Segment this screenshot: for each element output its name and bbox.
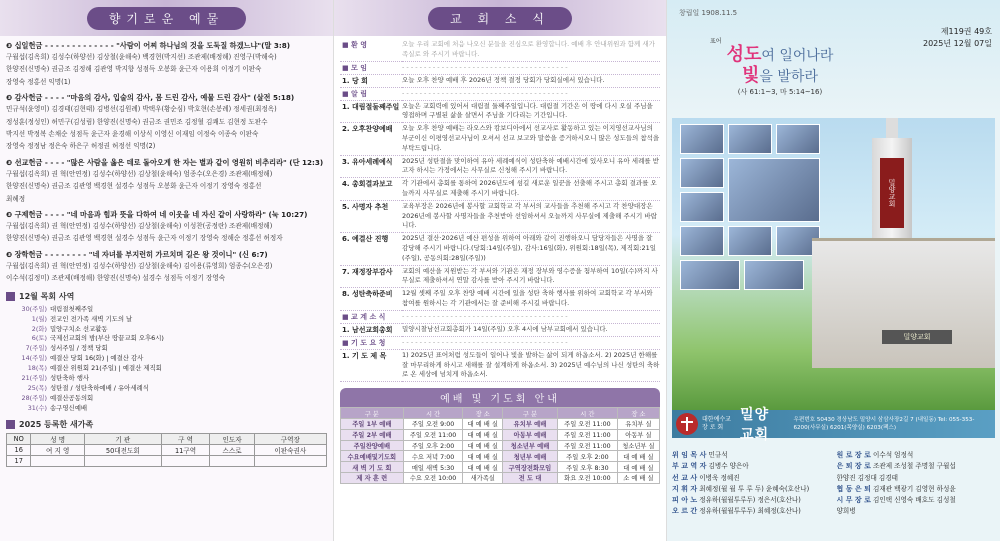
- register-cell: 17: [7, 455, 31, 466]
- offering-block: [6, 158, 327, 205]
- register-header: 기 관: [84, 433, 161, 444]
- table-row: [7, 444, 327, 455]
- offering-block: [6, 250, 327, 285]
- worship-cell: 주일 오전 11:00: [557, 418, 617, 429]
- new-family-table: [6, 433, 327, 467]
- news-label: ■ 알 림: [340, 88, 402, 101]
- worship-cell: 청소년부 실: [617, 440, 659, 451]
- register-cell: [210, 455, 254, 466]
- donor-line: 민규석(윤영미) 김경태(김현태) 김병선(김원례) 박택우(황순심) 박호현(손봉례) 정세권(최정옥): [6, 105, 277, 114]
- worship-header: 구 분: [341, 408, 404, 419]
- worship-cell: 주일 오전 9:00: [403, 418, 463, 429]
- donor-line: 정성훈(정성인) 허민구(김성림) 한양진(신명숙) 권금조 권민조 김정혈 김쾌도 김현정 도판수: [6, 117, 268, 126]
- news-text: - - - - - - - - - - - - - - - - - - - - - - - - - - - - - - - - - - - - - -: [402, 62, 660, 75]
- register-cell: 스스로: [210, 444, 254, 455]
- register-header: 구역장: [254, 433, 326, 444]
- news-label: 1. 기 도 제 목: [340, 350, 402, 382]
- worship-title: 예배 및 기도회 안내: [340, 388, 660, 407]
- photo-thumbnail: [728, 124, 772, 154]
- denomination: 대한예수교 장 로 회: [702, 416, 731, 431]
- staff-directory: [672, 450, 995, 518]
- worship-cell: 주일 오후 8:30: [557, 462, 617, 473]
- schedule-event: 성서주일 / 정책 당회: [50, 344, 108, 353]
- schedule-event: 예결산공동의회: [50, 393, 94, 402]
- donor-line: 장영숙 정정남 정은숙 하은구 허정권 허정선 익명(2): [6, 142, 156, 151]
- staff-row: [672, 450, 831, 461]
- staff-role: 지 휘 자: [672, 484, 698, 493]
- worship-cell: 화요 오전 10:00: [557, 472, 617, 483]
- schedule-event: 국제선교회의 밤(부산 땅끝교회 오후6시): [50, 334, 164, 343]
- schedule-date: 21(주일): [21, 374, 47, 383]
- worship-table: [340, 407, 660, 484]
- cover-top: [667, 0, 1000, 118]
- news-title: 교 회 소 식: [428, 7, 572, 30]
- schedule-date: 18(목): [27, 364, 47, 373]
- schedule-date: 31(수): [27, 403, 47, 412]
- news-panel: [333, 0, 667, 541]
- cross-logo-icon: [676, 413, 698, 435]
- schedule-date: 14(주일): [21, 354, 47, 363]
- cover-panel: [667, 0, 1000, 541]
- news-label: 5. 사명자 추천: [340, 201, 402, 233]
- church-address: 우편번호 50430 경상남도 밀양시 삼삼사장2길 7 (내일동) Tel: 055-353-6200(사무실) 6201(목양실) 6203(팩스): [793, 417, 975, 431]
- schedule-event: 예결산 당회 16(화) | 예결산 감사: [50, 354, 144, 363]
- staff-role: 은 퇴 장 로: [836, 462, 871, 471]
- worship-cell: 제 자 훈 련: [341, 472, 404, 483]
- donor-line: 박지선 박정복 손채순 성점득 윤근자 윤경해 이상식 이영신 이재임 이정숙 이종숙 이판숙: [6, 130, 259, 139]
- photo-thumbnail: [680, 260, 740, 290]
- staff-names: 김병수 양은아: [708, 462, 749, 471]
- offering-heading: ❸ 선교헌금 - - - - "많은 사람을 옳은 데로 돌아오게 한 자는 별과 같이 영원히 비추리라" (단 12:3): [6, 157, 324, 167]
- motto-line-2: 을 발하라: [759, 69, 818, 85]
- worship-header: 구 분: [503, 408, 558, 419]
- worship-header: 장 소: [463, 408, 503, 419]
- news-label: 3. 유아세례예식: [340, 156, 402, 179]
- schedule-date: 1(월): [31, 314, 47, 323]
- worship-cell: 수요예배및기도회: [341, 451, 404, 462]
- worship-cell: 주일찬양예배: [341, 440, 404, 451]
- worship-cell: 매일 새벽 5:30: [403, 462, 463, 473]
- worship-cell: 주일 오전 11:00: [557, 429, 617, 440]
- staff-row: [837, 473, 996, 484]
- schedule-event: 송구영신예배: [50, 403, 88, 412]
- worship-cell: 아동부 실: [617, 429, 659, 440]
- news-label: 1. 대림절둘째주일: [340, 101, 402, 124]
- register-header: 구 역: [161, 433, 210, 444]
- register-cell: 50대전도회: [84, 444, 161, 455]
- news-list: [340, 39, 660, 382]
- worship-cell: 주일 오후 2:00: [403, 440, 463, 451]
- staff-names: 이수석 엄정석: [872, 451, 914, 459]
- tower-sign: 밀양교회: [880, 158, 904, 228]
- staff-role: 부 교 역 자: [672, 462, 707, 471]
- church-sign: 밀양교회: [882, 330, 952, 344]
- register-cell: [161, 455, 210, 466]
- news-text: 밀양시찰남선교회총회가 14일(주일) 오후 4시에 남부교회에서 있습니다.: [402, 324, 660, 337]
- photo-thumbnail: [680, 158, 724, 188]
- staff-names: 조관제 조성철 주명철 구월섭: [872, 462, 956, 471]
- news-text: 오늘 오후 찬양 예배 후 2026년 정책 결정 당회가 당회실에서 있습니다.: [402, 75, 660, 88]
- staff-names: 최혜정(월 월 투 루 두) 윤혜숙(호산나): [699, 484, 810, 493]
- worship-cell: 유치부 예배: [503, 418, 558, 429]
- motto-big-word-1: 성도: [726, 44, 762, 65]
- staff-row: [837, 484, 996, 495]
- offering-list: [6, 41, 327, 285]
- schedule-event: 성탄절 / 성탄축하예배 / 유아세례식: [50, 383, 149, 392]
- worship-cell: 수요 오전 10:00: [403, 472, 463, 483]
- donor-line: 구월섭(김옥희) 권 혁(안연정) 김성수(하양선) 김상철(윤해숙) 엄종수(오은경) 조관제(배정해): [6, 169, 273, 178]
- news-text: 오늘 오후 찬양 예배는 라오스와 캄보디아에서 선교사로 활동하고 있는 이지영선교사님의 부군이신 이평영선교사님이 오셔서 선교 보고와 말씀을 증거하시오니 많은 성도들의 참석을 부탁드립니다.: [402, 123, 660, 155]
- staff-role: 원 로 장 로: [836, 451, 871, 459]
- staff-names: 정유하(월월투루두) 정은서(호산나): [699, 496, 801, 505]
- staff-row: [672, 506, 831, 517]
- issue-info: [923, 26, 992, 50]
- offering-block: [6, 41, 327, 88]
- news-header: [334, 0, 666, 36]
- news-label: 4. 총회결과보고: [340, 178, 402, 201]
- worship-cell: 대 예 배 실: [617, 462, 659, 473]
- worship-cell: 대 예 배 실: [463, 418, 503, 429]
- offering-heading: ❸ 십일헌금 - - - - - - - - - - - - - "사람이 어찌 하나님의 것을 도둑질 하겠느냐"(말 3:8): [6, 41, 291, 50]
- square-bullet-icon: [6, 292, 15, 301]
- church-name: 밀양교회: [740, 407, 770, 443]
- staff-role: 협 동 은 퇴: [836, 484, 871, 493]
- worship-cell: 주일 오전 11:00: [557, 440, 617, 451]
- photo-thumbnail: [680, 192, 724, 222]
- schedule-date: 28(주일): [21, 393, 47, 402]
- news-label: 1. 당 회: [340, 75, 402, 88]
- worship-cell: 주일 2부 예배: [341, 429, 404, 440]
- worship-header: 시 간: [557, 408, 617, 419]
- offerings-title: 향기로운 예물: [87, 7, 246, 30]
- staff-row: [672, 484, 831, 495]
- schedule-event: 전교인 전가족 새벽 기도의 날: [50, 314, 133, 323]
- staff-names: 정유하(월월투루두) 최혜정(호산나): [699, 507, 801, 516]
- schedule-heading: [6, 291, 327, 302]
- news-text: 각 기관에서 총회를 통하여 2026년도에 섬길 새로운 일꾼을 선출해 주시고 총회 결과를 오늘까지 사무실로 제출해 주시기 바랍니다.: [402, 178, 660, 201]
- worship-cell: 대 예 배 실: [463, 440, 503, 451]
- worship-cell: 주일 1부 예배: [341, 418, 404, 429]
- photo-thumbnail: [680, 226, 724, 256]
- worship-header: 시 간: [403, 408, 463, 419]
- motto-big-word-2: 빛: [742, 65, 760, 86]
- donor-line: 최헤정: [6, 194, 26, 203]
- worship-cell: 주일 오전 11:00: [403, 429, 463, 440]
- schedule-event: 성탄축하 행사: [50, 374, 90, 383]
- staff-right: [837, 450, 996, 518]
- news-label: ■ 기 도 요 청: [340, 337, 402, 350]
- staff-names: 김재관 백광기 김영현 하성윤: [872, 484, 956, 493]
- register-cell: 이판숙권사: [254, 444, 326, 455]
- register-cell: 여 지 영: [31, 444, 84, 455]
- table-row: [341, 462, 660, 473]
- table-row: [7, 455, 327, 466]
- worship-cell: 대 예 배 실: [617, 451, 659, 462]
- staff-names: 이병욱 정혜진: [699, 473, 740, 482]
- donor-line: 이수석(김정미) 조관제(배정해) 한양진(신명숙) 설경수 성점득 이정기 장영숙: [6, 274, 226, 283]
- news-text: 교회의 예산을 지원받는 각 부서와 기관은 재정 장부와 영수증을 첨부하여 10일(수)까지 사무실로 제출하셔서 연말 감사를 받아 주시기 바랍니다.: [402, 266, 660, 289]
- volume-number: 제119권 49호: [940, 27, 992, 36]
- offering-heading: ❸ 감사헌금 - - - - "마음의 감사, 입술의 감사, 몸 드린 감사, 예물 드린 감사" (살전 5:18): [6, 93, 295, 103]
- news-label: ■ 교 계 소 식: [340, 311, 402, 324]
- register-cell: [254, 455, 326, 466]
- table-row: [341, 418, 660, 429]
- church-photo-collage: [672, 118, 995, 410]
- donor-line: 구월섭(김옥희) 권 혁(안연정) 김성수(하양선) 김상철(윤해숙) 이성찬(공정란) 조관제(배정해): [6, 222, 273, 231]
- photo-thumbnail: [728, 226, 772, 256]
- schedule-title: 12월 목회 사역: [19, 291, 75, 301]
- staff-role: 피 아 노: [672, 496, 698, 505]
- motto: [675, 36, 885, 97]
- register-header: 인도자: [210, 433, 254, 444]
- schedule-date: 7(주일): [25, 344, 47, 353]
- worship-cell: 아동부 예배: [503, 429, 558, 440]
- news-text: 2025년 성탄절을 맞이하여 유아 세례예식이 성탄축하 예배시간에 있사오니 유아 세례를 받고자 하시는 가정에서는 사무실로 신청해 주시기 바랍니다.: [402, 156, 660, 179]
- staff-names: 한양진 김정대 김경태: [836, 473, 899, 482]
- church-building: [812, 238, 995, 368]
- staff-row: [672, 473, 831, 484]
- news-text: 교육부장은 2026년에 봉사할 교회학교 각 부서의 교사들을 추천해 주시고 각 찬양대장은 2026년에 봉사할 사명자들을 추천받아 선임하셔서 오늘까지 사무실에 제출해 주시기 바랍니다.: [402, 201, 660, 233]
- news-text: - - - - - - - - - - - - - - - - - - - - - - - - - - - - - - - - - - - - - -: [402, 337, 660, 350]
- news-label: 2. 오후찬양예배: [340, 123, 402, 155]
- staff-row: [837, 450, 996, 461]
- worship-cell: 전 도 대: [503, 472, 558, 483]
- donor-line: 장영숙 정홍선 익명(1): [6, 77, 71, 86]
- news-text: 1) 2025년 표어처럼 성도들이 일어나 빛을 발하는 삶이 되게 하옵소서. 2) 2025년 한해를 잘 마무리하게 하시고 새해를 잘 설계하게 하옵소서. 3) 2025년 예수님의 나신 성탄의 축하로 온 세상에 넘치게 하옵소서.: [402, 350, 660, 382]
- worship-cell: 소 예 배 실: [617, 472, 659, 483]
- staff-names: 김인택 신영숙 배호도 김성철: [872, 496, 956, 505]
- worship-cell: 주일 오후 2:00: [557, 451, 617, 462]
- schedule-event: 예결산 위원회 21(주일) | 예결산 제직회: [50, 364, 162, 373]
- schedule-event: 밀양구치소 선교활동: [50, 324, 108, 333]
- worship-cell: 청년부 예배: [503, 451, 558, 462]
- donor-line: 한양진(신명숙) 권금조 김관영 백경현 설경수 성점득 오봉화 윤근자 이정기 장영숙 정홍선: [6, 182, 262, 191]
- offering-heading: ❸ 장학헌금 - - - - - - - - "네 자녀를 부지런히 가르치며 길은 왕 것이니" (신 6:7): [6, 249, 268, 259]
- staff-left: [672, 450, 831, 518]
- offerings-header: [0, 0, 333, 36]
- staff-row: [837, 461, 996, 472]
- worship-cell: 구역장전화모임: [503, 462, 558, 473]
- staff-row: [837, 495, 996, 506]
- established-date: 창립일 1908.11.5: [679, 9, 738, 17]
- motto-line-1: 여 일어나라: [761, 48, 834, 64]
- square-bullet-icon: [6, 420, 15, 429]
- register-cell: [31, 455, 84, 466]
- photo-thumbnail: [728, 158, 820, 222]
- staff-row: [837, 506, 996, 517]
- donor-line: 구월섭(김옥희) 김성수(하양선) 김상철(윤해숙) 백경현(박지선) 조관제(배정해) 진영구(박해숙): [6, 53, 277, 61]
- schedule-date: 30(주일): [21, 304, 47, 313]
- staff-role: 오 르 간: [672, 507, 698, 516]
- news-label: 6. 예결산 진행: [340, 233, 402, 265]
- schedule-date: 2(화): [31, 324, 47, 333]
- news-text: 오늘 우리 교회에 처음 나오신 분들을 진심으로 환영합니다. 예배 후 안내위원과 함께 새가족실로 와 주시기 바랍니다.: [402, 39, 660, 62]
- donor-line: 한양진(신명숙) 권금조 김정해 김관영 박지향 성점득 오봉화 윤근자 이용희 이정기 이판숙: [6, 65, 262, 74]
- news-text: - - - - - - - - - - - - - - - - - - - - - - - - - - - - - - - - - - - - - -: [402, 88, 660, 101]
- news-label: ■ 모 임: [340, 62, 402, 75]
- table-row: [341, 429, 660, 440]
- news-label: ■ 환 영: [340, 39, 402, 62]
- worship-cell: 대 예 배 실: [463, 462, 503, 473]
- news-label: 8. 성탄축하준비: [340, 288, 402, 311]
- schedule-event: 대림절첫째주일: [50, 304, 94, 313]
- offering-block: [6, 93, 327, 153]
- offerings-panel: [0, 0, 333, 541]
- church-banner: [672, 407, 995, 443]
- donor-line: 한양진(신명숙) 권금조 김관영 백경현 설경수 성점득 윤근자 이정기 장영숙 정해순 정홍선 허정자: [6, 234, 283, 243]
- staff-row: [672, 495, 831, 506]
- news-label: 1. 남선교회총회: [340, 324, 402, 337]
- schedule-date: 6(토): [31, 334, 47, 343]
- staff-names: 민규석: [708, 451, 728, 459]
- news-text: 12월 셋째 주일 오후 찬양 예배 시간에 있을 성탄 축하 행사를 위하여 교회학교 각 부서와 참여를 원하시는 각 기관에서는 잘 준비해 주시길 바랍니다.: [402, 288, 660, 311]
- table-row: [341, 451, 660, 462]
- worship-cell: 수요 저녁 7:00: [403, 451, 463, 462]
- register-header: 성 명: [31, 433, 84, 444]
- staff-row: [672, 461, 831, 472]
- worship-cell: 청소년부 예배: [503, 440, 558, 451]
- staff-role: 선 교 사: [672, 473, 698, 482]
- offering-heading: ❸ 구제헌금 - - - - "네 마음과 힘과 뜻을 다하여 네 이웃을 네 자신 같이 사랑하라" (눅 10:27): [6, 210, 308, 220]
- news-text: 오늘은 교회력에 있어서 대림절 둘째주일입니다. 대림절 기간은 이 땅에 다시 오실 주님을 영접하며 구별된 삶을 살면서 주님을 기다리는 기간입니다.: [402, 101, 660, 124]
- issue-date: 2025년 12월 07일: [923, 39, 992, 48]
- register-heading: [6, 419, 327, 430]
- register-title: 2025 등록한 새가족: [19, 419, 94, 429]
- news-text: - - - - - - - - - - - - - - - - - - - - - - - - - - - - - - - - - - - - - -: [402, 311, 660, 324]
- table-row: [341, 440, 660, 451]
- motto-reference: (사 61:1~3, 마 5:14~16): [737, 88, 823, 96]
- worship-cell: 대 예 배 실: [463, 429, 503, 440]
- motto-label: 표어: [710, 38, 722, 45]
- news-label: 7. 재정장부감사: [340, 266, 402, 289]
- register-cell: 11구역: [161, 444, 210, 455]
- donor-line: 구월섭(김옥희) 권 혁(안연정) 김성수(하양선) 김상철(윤해숙) 김이용(류영희) 엄종수(오은경): [6, 261, 273, 270]
- schedule-date: 25(목): [27, 383, 47, 392]
- worship-header: 장 소: [617, 408, 659, 419]
- photo-thumbnail: [744, 260, 804, 290]
- staff-role: 시 무 장 로: [836, 496, 871, 505]
- staff-role: 위 임 목 사: [672, 451, 707, 459]
- worship-cell: 유치부 실: [617, 418, 659, 429]
- worship-cell: 대 예 배 실: [463, 451, 503, 462]
- register-cell: 16: [7, 444, 31, 455]
- photo-thumbnail: [680, 124, 724, 154]
- photo-thumbnail: [776, 124, 820, 154]
- schedule-list: [6, 305, 327, 414]
- staff-names: 양희병: [836, 507, 856, 516]
- table-row: [341, 472, 660, 483]
- register-cell: [84, 455, 161, 466]
- offering-block: [6, 210, 327, 245]
- news-text: 2025년 결산·2026년 예산 편성을 위하여 아래와 같이 진행하오니 담당자들은 사명을 잘 감당해 주시기 바랍니다.(당회:14일(주일), 감사:16일(화), 위원회:18일(목), 제직회:21일(주일), 공동의회:28일(주일)): [402, 233, 660, 265]
- worship-cell: 새가족실: [463, 472, 503, 483]
- register-header: NO: [7, 433, 31, 444]
- worship-cell: 새 벽 기 도 회: [341, 462, 404, 473]
